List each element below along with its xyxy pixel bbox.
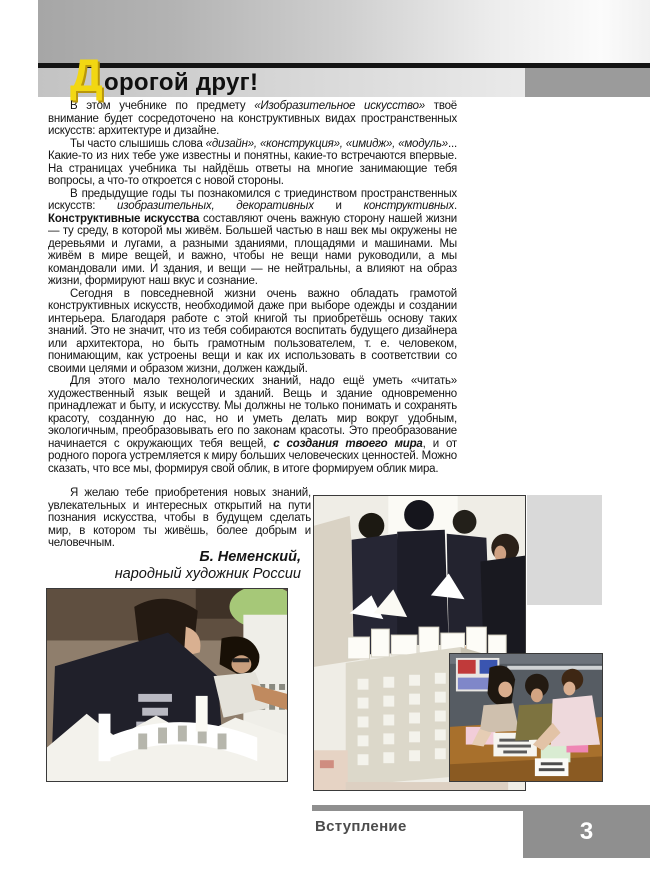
author-signature	[48, 549, 301, 583]
paragraph: Сегодня в повседневной жизни очень важно обладать грамотой конструктивных искусств, необходимой даже при выборе одежды и создании интерьера. Благодаря работе с этой книгой ты приобретёшь основу таких знаний. Это не значит, что из тебя собираются воспитать будущего дизайнера или архитектора, но быть грамотным пользователем, т. е. человеком, понимающим, как устроены вещи и как их использовать в соответствии со своими целями и образом жизни, должен каждый.	[48, 287, 457, 375]
drop-cap-letter: Д	[70, 49, 103, 101]
page-number-box	[523, 805, 650, 858]
photo-kids-paper-models	[46, 588, 288, 782]
gray-placeholder-rect	[527, 495, 602, 605]
signature-name: Б. Неменский,	[199, 549, 301, 565]
body-text-column	[48, 100, 457, 475]
paragraph: Я желаю тебе приобретения новых знаний, увлекательных и интересных открытий на пути познания искусства, чтобы в будущем сделать мир, в котором ты живёшь, более добрым и человечным.	[48, 487, 311, 549]
header-gray-block	[525, 68, 650, 97]
footer-section-label: Вступление	[315, 818, 407, 835]
closing-text-column	[48, 487, 311, 550]
photo-girls-at-table	[449, 653, 603, 782]
paragraph: Ты часто слышишь слова «дизайн», «конструкция», «имидж», «модуль»... Какие-то из них тебе уже известны и понятны, какие-то встречаются впервые. На страницах учебника ты найдёшь ответы на многие занимающие тебя вопросы, а что-то откроется с новой стороны.	[48, 137, 457, 187]
top-gradient-band	[38, 0, 650, 63]
paragraph: В предыдущие годы ты познакомился с триединством пространственных искусств: изобразительных, декоративных и конструктивных. Конструктивные искусства составляют очень важную сторону нашей жизни — ту среду, в которой мы живём. Большей частью в наш век мы окружены не деревьями и лугами, а разными зданиями, площадями и машинами. Мы живём в мире вещей, и важно, чтобы не вещи нами руководили, а мы командовали ими. И здания, и вещи — не нейтральны, а влияют на образ жизни, формируют наш вкус и сознание.	[48, 187, 457, 287]
page-number: 3	[579, 817, 594, 845]
paragraph: В этом учебнике по предмету «Изобразительное искусство» твоё внимание будет сосредоточено на конструктивных видах пространственных искусств: архитектуре и дизайне.	[48, 100, 457, 137]
page-title: орогой друг!	[104, 69, 259, 96]
signature-title: народный художник России	[114, 566, 301, 582]
paragraph: Для этого мало технологических знаний, надо ещё уметь «читать» художественный язык вещей и зданий. Вещь и здание одновременно принадлежат и быту, и искусству. Мы должны не только понимать и сохранять красоту, созданную до нас, но и уметь делать мир вокруг удобным, экологичным, преобразовывать его по законам красоты. Это преобразование начинается с окружающих тебя вещей, с создания твоего мира, и от родного порога устремляется к миру больших человеческих ценностей. Можно сказать, что все мы, формируя свой облик, в итоге формируем облик мира.	[48, 375, 457, 475]
